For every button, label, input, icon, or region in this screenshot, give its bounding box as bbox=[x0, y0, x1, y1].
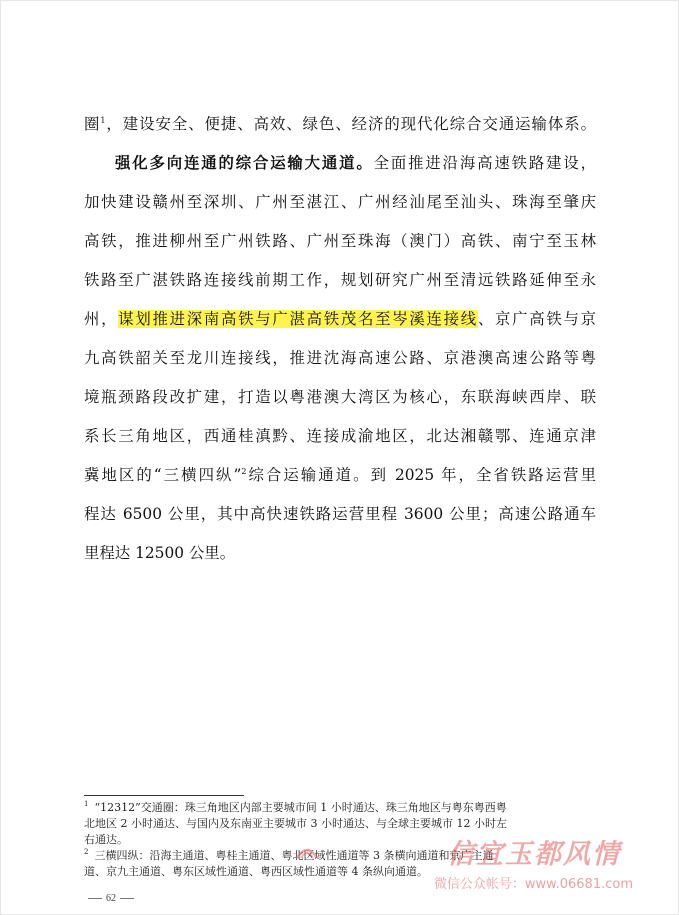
paragraph-1-line bbox=[84, 110, 596, 138]
watermark-subtitle: 微信公众帐号：www.06681.com bbox=[433, 877, 633, 892]
paragraph-2-line-3: 高铁，推进柳州至广州铁路、广州至珠海（澳门）高铁、南宁至玉林 bbox=[84, 232, 596, 250]
paragraph-2-line-6: 九高铁韶关至龙川连接线，推进沈海高速公路、京港澳高速公路等粤 bbox=[84, 349, 596, 367]
footnote-ref-2: 2 bbox=[241, 466, 247, 476]
paragraph-2-line-11: 里程达 12500 公里。 bbox=[84, 544, 236, 562]
footnote-2-line: 道、京九主通道、粤东区域性通道、粤西区域性通道等 4 条纵向通道。 bbox=[84, 865, 428, 878]
footnote-ref-1: 1 bbox=[100, 115, 106, 125]
body-text bbox=[84, 110, 596, 567]
paragraph-2-line-2: 加快建设赣州至深圳、广州至湛江、广州经汕尾至汕头、珠海至肇庆 bbox=[84, 193, 596, 211]
watermark-title: 信宜玉都风情 bbox=[447, 839, 621, 870]
text-run: 综合运输通道。到 2025 年，全省铁路运营里 bbox=[246, 466, 596, 484]
text-run: 全面推进沿海高速铁路建设， bbox=[373, 154, 596, 172]
paragraph-2-line-1 bbox=[84, 149, 596, 177]
text-run: 冀地区的“三横四纵” bbox=[84, 466, 242, 484]
paragraph-2-line-4: 铁路至广湛铁路连接线前期工作，规划研究广州至清远铁路延伸至永 bbox=[84, 271, 596, 289]
footnote-1-line bbox=[84, 800, 604, 816]
text-run: ，建设安全、便捷、高效、绿色、经济的现代化综合交通运输体系。 bbox=[105, 115, 596, 133]
highlighted-text: 谋划推进深南高铁与广湛高铁茂名至岑溪连接线 bbox=[118, 310, 478, 328]
page-number-text: 62 bbox=[106, 893, 116, 904]
footnote-1-line: 北地区 2 小时通达、与国内及东南亚主要城市 3 小时通达、与全球主要城市 12 小时左 bbox=[84, 817, 507, 830]
page-number bbox=[84, 893, 138, 904]
page-number-dash bbox=[120, 898, 134, 899]
footnote-1-line: 右通达。 bbox=[84, 833, 128, 846]
paragraph-2-line-8: 系长三角地区，西通桂滇黔、连接成渝地区，北达湘赣鄂、连通京津 bbox=[84, 427, 596, 445]
page-number-dash bbox=[88, 898, 102, 899]
text-run: 州， bbox=[84, 310, 119, 328]
text-run: 、京广高铁与京 bbox=[477, 310, 596, 328]
text-run: 圈 bbox=[84, 115, 101, 133]
paragraph-2-line-5 bbox=[84, 305, 596, 333]
watermark-logo-icon bbox=[294, 840, 320, 862]
section-heading: 强化多向连通的综合运输大通道。 bbox=[115, 154, 374, 172]
paragraph-2-line-10: 程达 6500 公里，其中高快速铁路运营里程 3600 公里；高速公路通车 bbox=[84, 505, 596, 523]
paragraph-2-line-7: 境瓶颈路段改扩建，打造以粤港澳大湾区为核心，东联海峡西岸、联 bbox=[84, 388, 596, 406]
footnote-text: 三横四纵：沿海主通道、粤桂主通道、粤北区域性通道等 3 条横向通道和京广主通 bbox=[94, 849, 494, 862]
footnote-divider bbox=[84, 795, 244, 796]
footnote-number: 1 bbox=[84, 800, 89, 809]
paragraph-2-line-9 bbox=[84, 461, 596, 489]
footnote-number: 2 bbox=[84, 848, 89, 857]
footnote-text: “12312”交通圈：珠三角地区内部主要城市间 1 小时通达、珠三角地区与粤东粤西粤 bbox=[94, 801, 507, 814]
